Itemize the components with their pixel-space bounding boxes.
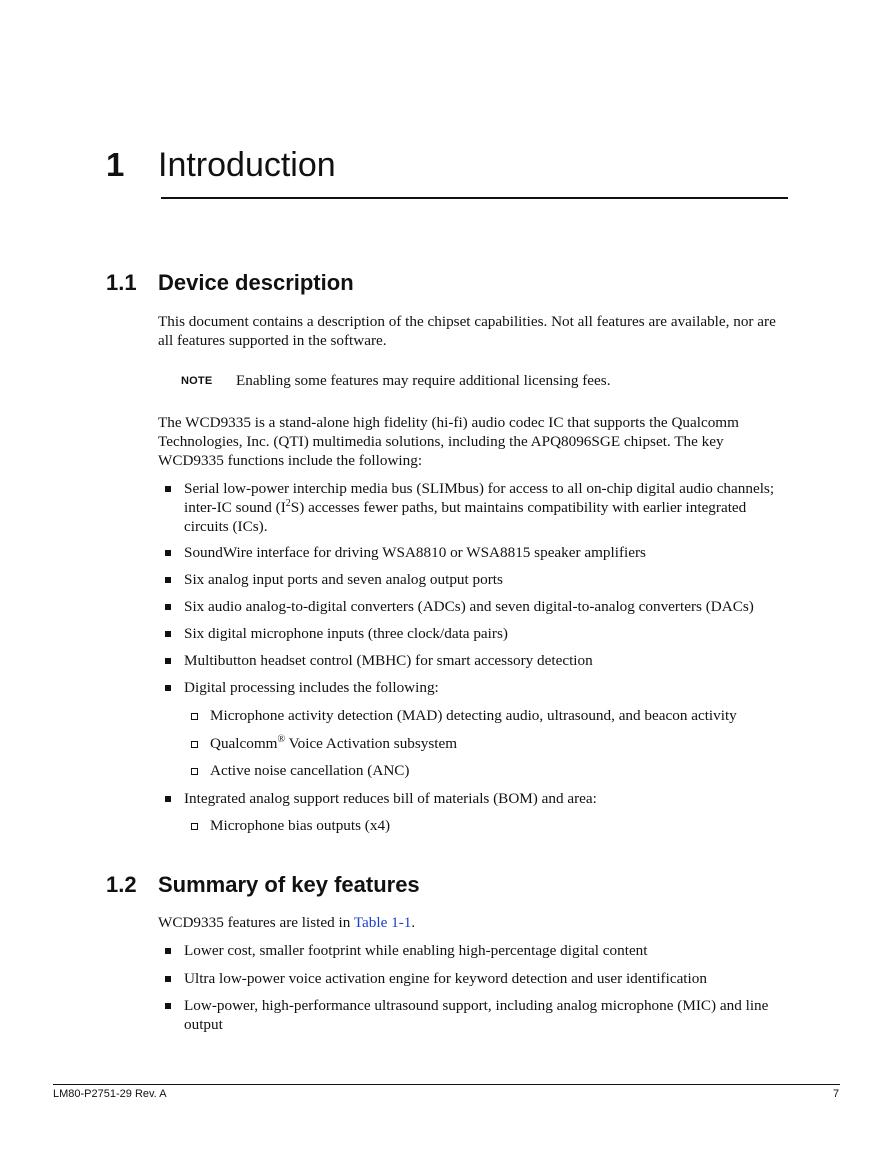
intro-paragraph: This document contains a description of the chipset capabilities. Not all features are available, nor are all features supported in the software. [158,313,776,349]
bullet-marker [165,658,171,664]
bullet-marker [165,604,171,610]
description-paragraph: The WCD9335 is a stand-alone high fidelity (hi-fi) audio codec IC that supports the Qualcomm Technologies, Inc. (QTI) multimedia solutions, including the APQ8096SGE chipset. The key WCD9335 functions include the following: [158,414,739,469]
list-item: Six analog input ports and seven analog output ports [184,571,503,588]
list-item: SoundWire interface for driving WSA8810 or WSA8815 speaker amplifiers [184,544,646,561]
sub-list-item: Microphone activity detection (MAD) detecting audio, ultrasound, and beacon activity [210,707,737,724]
sub-bullet-marker [191,768,198,775]
sub-list-item: Microphone bias outputs (x4) [210,817,391,834]
section-title: Device description [158,270,354,295]
document-id: LM80-P2751-29 Rev. A [53,1088,167,1100]
list-item: Low-power, high-performance ultrasound support, including analog microphone (MIC) and line output [184,997,769,1033]
section-number: 1.2 [106,872,137,897]
list-item: Multibutton headset control (MBHC) for smart accessory detection [184,652,593,669]
bullet-marker [165,631,171,637]
section-title: Summary of key features [158,872,420,897]
bullet-marker [165,486,171,492]
sub-bullet-marker [191,741,198,748]
sub-list-item: Active noise cancellation (ANC) [210,762,410,779]
sub-list-item: Qualcomm® Voice Activation subsystem [210,733,458,752]
bullet-marker [165,948,171,954]
chapter-title: Introduction [158,146,336,184]
list-item: Ultra low-power voice activation engine for keyword detection and user identification [184,970,707,987]
bullet-marker [165,550,171,556]
footer-divider [53,1084,840,1085]
section-number: 1.1 [106,270,137,295]
list-item: Lower cost, smaller footprint while enabling high-percentage digital content [184,942,648,959]
table-link[interactable]: Table 1-1 [353,914,412,931]
sub-bullet-marker [191,823,198,830]
features-intro-paragraph: WCD9335 features are listed in Table 1-1. [158,914,416,931]
note-text: Enabling some features may require additional licensing fees. [236,372,611,389]
sub-bullet-marker [191,713,198,720]
bullet-marker [165,577,171,583]
page-number: 7 [833,1088,840,1100]
list-item: Six audio analog-to-digital converters (ADCs) and seven digital-to-analog converters (DACs) [184,598,754,615]
chapter-number: 1 [106,146,125,183]
list-item: Six digital microphone inputs (three clock/data pairs) [184,625,508,642]
bullet-marker [165,796,171,802]
chapter-divider [161,197,788,199]
list-item: Integrated analog support reduces bill of materials (BOM) and area: [184,790,597,807]
bullet-marker [165,685,171,691]
bullet-marker [165,976,171,982]
list-item: Serial low-power interchip media bus (SLIMbus) for access to all on-chip digital audio channels; inter-IC sound $(I^2S)$ accesses fewer paths, but maintains compatibility with earlier integrated circuits (ICs). [184,480,775,535]
list-item: Digital processing includes the following: [184,679,439,696]
note-label: NOTE [181,375,213,387]
bullet-marker [165,1003,171,1009]
